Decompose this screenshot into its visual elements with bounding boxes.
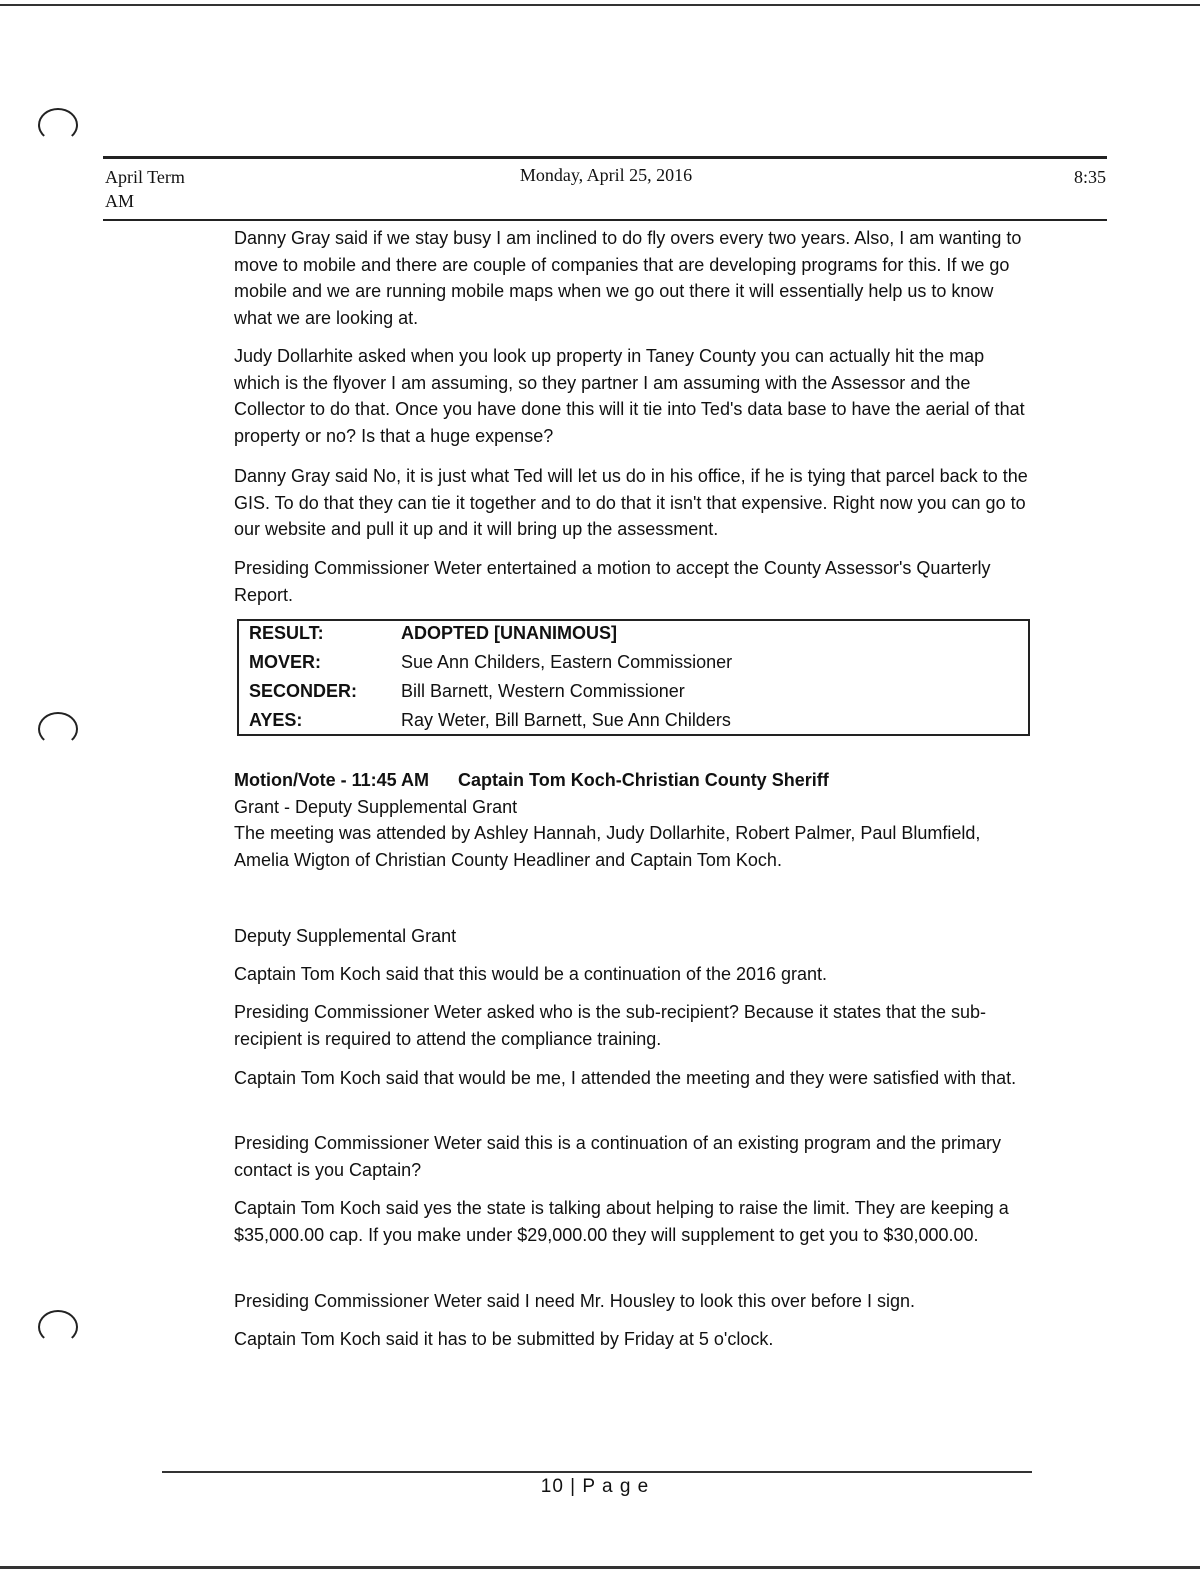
paragraph-motion-entertained: Presiding Commissioner Weter entertained a motion to accept the County Assessor's Quarterly Report. <box>234 558 991 605</box>
minutes-paragraph <box>234 225 1034 331</box>
paragraph-judy-dollarhite-question: Judy Dollarhite asked when you look up property in Taney County you can actually hit the map which is the flyover I am assuming, so they partner I am assuming with the Assessor and the Collector to do that. Once you have done this will it tie into Ted's data base to have the aerial of that property or no? Is that a huge expense? <box>234 346 1025 446</box>
motion-presenter: Captain Tom Koch-Christian County Sheriff <box>458 770 829 790</box>
minutes-paragraph <box>234 1065 1034 1092</box>
punch-hole-top <box>38 108 78 142</box>
vote-mover-label: MOVER: <box>249 652 321 672</box>
header-rule-top <box>103 156 1107 159</box>
minutes-paragraph <box>234 1326 1034 1353</box>
header-rule-bottom <box>103 219 1107 221</box>
paragraph-submission-deadline: Captain Tom Koch said it has to be submitted by Friday at 5 o'clock. <box>234 1329 774 1349</box>
punch-hole-middle <box>38 712 78 746</box>
punch-hole-bottom <box>38 1310 78 1344</box>
minutes-paragraph <box>234 1130 1034 1183</box>
motion-time: Motion/Vote - 11:45 AM <box>234 770 430 790</box>
minutes-paragraph <box>234 961 1034 988</box>
paragraph-housley-review: Presiding Commissioner Weter said I need Mr. Housley to look this over before I sign. <box>234 1291 915 1311</box>
paragraph-cap-limit: Captain Tom Koch said yes the state is talking about helping to raise the limit. They are keeping a $35,000.00 cap. If you make under $29,000.00 they will supplement to get you to $30,000.00. <box>234 1198 1009 1245</box>
page-number: 10 | P a g e <box>540 1476 650 1497</box>
paragraph-sub-recipient-question: Presiding Commissioner Weter asked who is the sub-recipient? Because it states that the sub-recipient is required to attend the compliance training. <box>234 1002 987 1049</box>
vote-result-value: ADOPTED [UNANIMOUS] <box>401 623 617 643</box>
paragraph-danny-gray-flyovers: Danny Gray said if we stay busy I am inclined to do fly overs every two years. Also, I am wanting to move to mobile and there are couple of companies that are developing programs for this. If we go mobile and we are running mobile maps when we go out there it will essentially help us to know what we are looking at. <box>234 228 1022 328</box>
vote-ayes-label: AYES: <box>249 710 303 730</box>
paragraph-primary-contact: Presiding Commissioner Weter said this is a continuation of an existing program and the primary contact is you Captain? <box>234 1133 1002 1180</box>
vote-result-box <box>237 619 1030 736</box>
paragraph-danny-gray-answer: Danny Gray said No, it is just what Ted will let us do in his office, if he is tying that parcel back to the GIS. To do that they can tie it together and to do that it isn't that expensive. Right now you can go to our website and pull it up and it will bring up the assessment. <box>234 466 1028 539</box>
minutes-paragraph <box>234 463 1034 543</box>
scan-edge-bottom <box>0 1566 1200 1569</box>
paragraph-sub-recipient-answer: Captain Tom Koch said that would be me, I attended the meeting and they were satisfied with that. <box>234 1068 1017 1088</box>
vote-seconder-label: SECONDER: <box>249 681 358 701</box>
minutes-paragraph <box>234 1288 1034 1315</box>
vote-ayes-value: Ray Weter, Bill Barnett, Sue Ann Childers <box>401 710 731 730</box>
motion-grant-line: Grant - Deputy Supplemental Grant <box>234 796 518 817</box>
minutes-paragraph <box>234 999 1034 1052</box>
header-time: 8:35 <box>1073 167 1106 187</box>
minutes-paragraph <box>234 343 1034 449</box>
motion-section <box>234 767 1034 873</box>
scan-edge-top <box>0 4 1200 6</box>
motion-attendees: The meeting was attended by Ashley Hannah, Judy Dollarhite, Robert Palmer, Paul Blumfield, Amelia Wigton of Christian County Headliner and Captain Tom Koch. <box>234 823 981 870</box>
paragraph-continuation: Captain Tom Koch said that this would be a continuation of the 2016 grant. <box>234 964 828 984</box>
section-title: Deputy Supplemental Grant <box>234 926 457 946</box>
footer-rule <box>162 1471 1032 1473</box>
motion-heading <box>234 767 1034 794</box>
header-date: Monday, April 25, 2016 <box>519 165 693 185</box>
minutes-paragraph <box>234 555 1034 608</box>
vote-mover-value: Sue Ann Childers, Eastern Commissioner <box>401 652 733 672</box>
vote-result-label: RESULT: <box>249 623 324 643</box>
vote-seconder-value: Bill Barnett, Western Commissioner <box>401 681 685 701</box>
minutes-paragraph <box>234 1195 1034 1248</box>
header-term-line1: April Term <box>105 167 185 187</box>
header-term-line2: AM <box>105 191 135 211</box>
